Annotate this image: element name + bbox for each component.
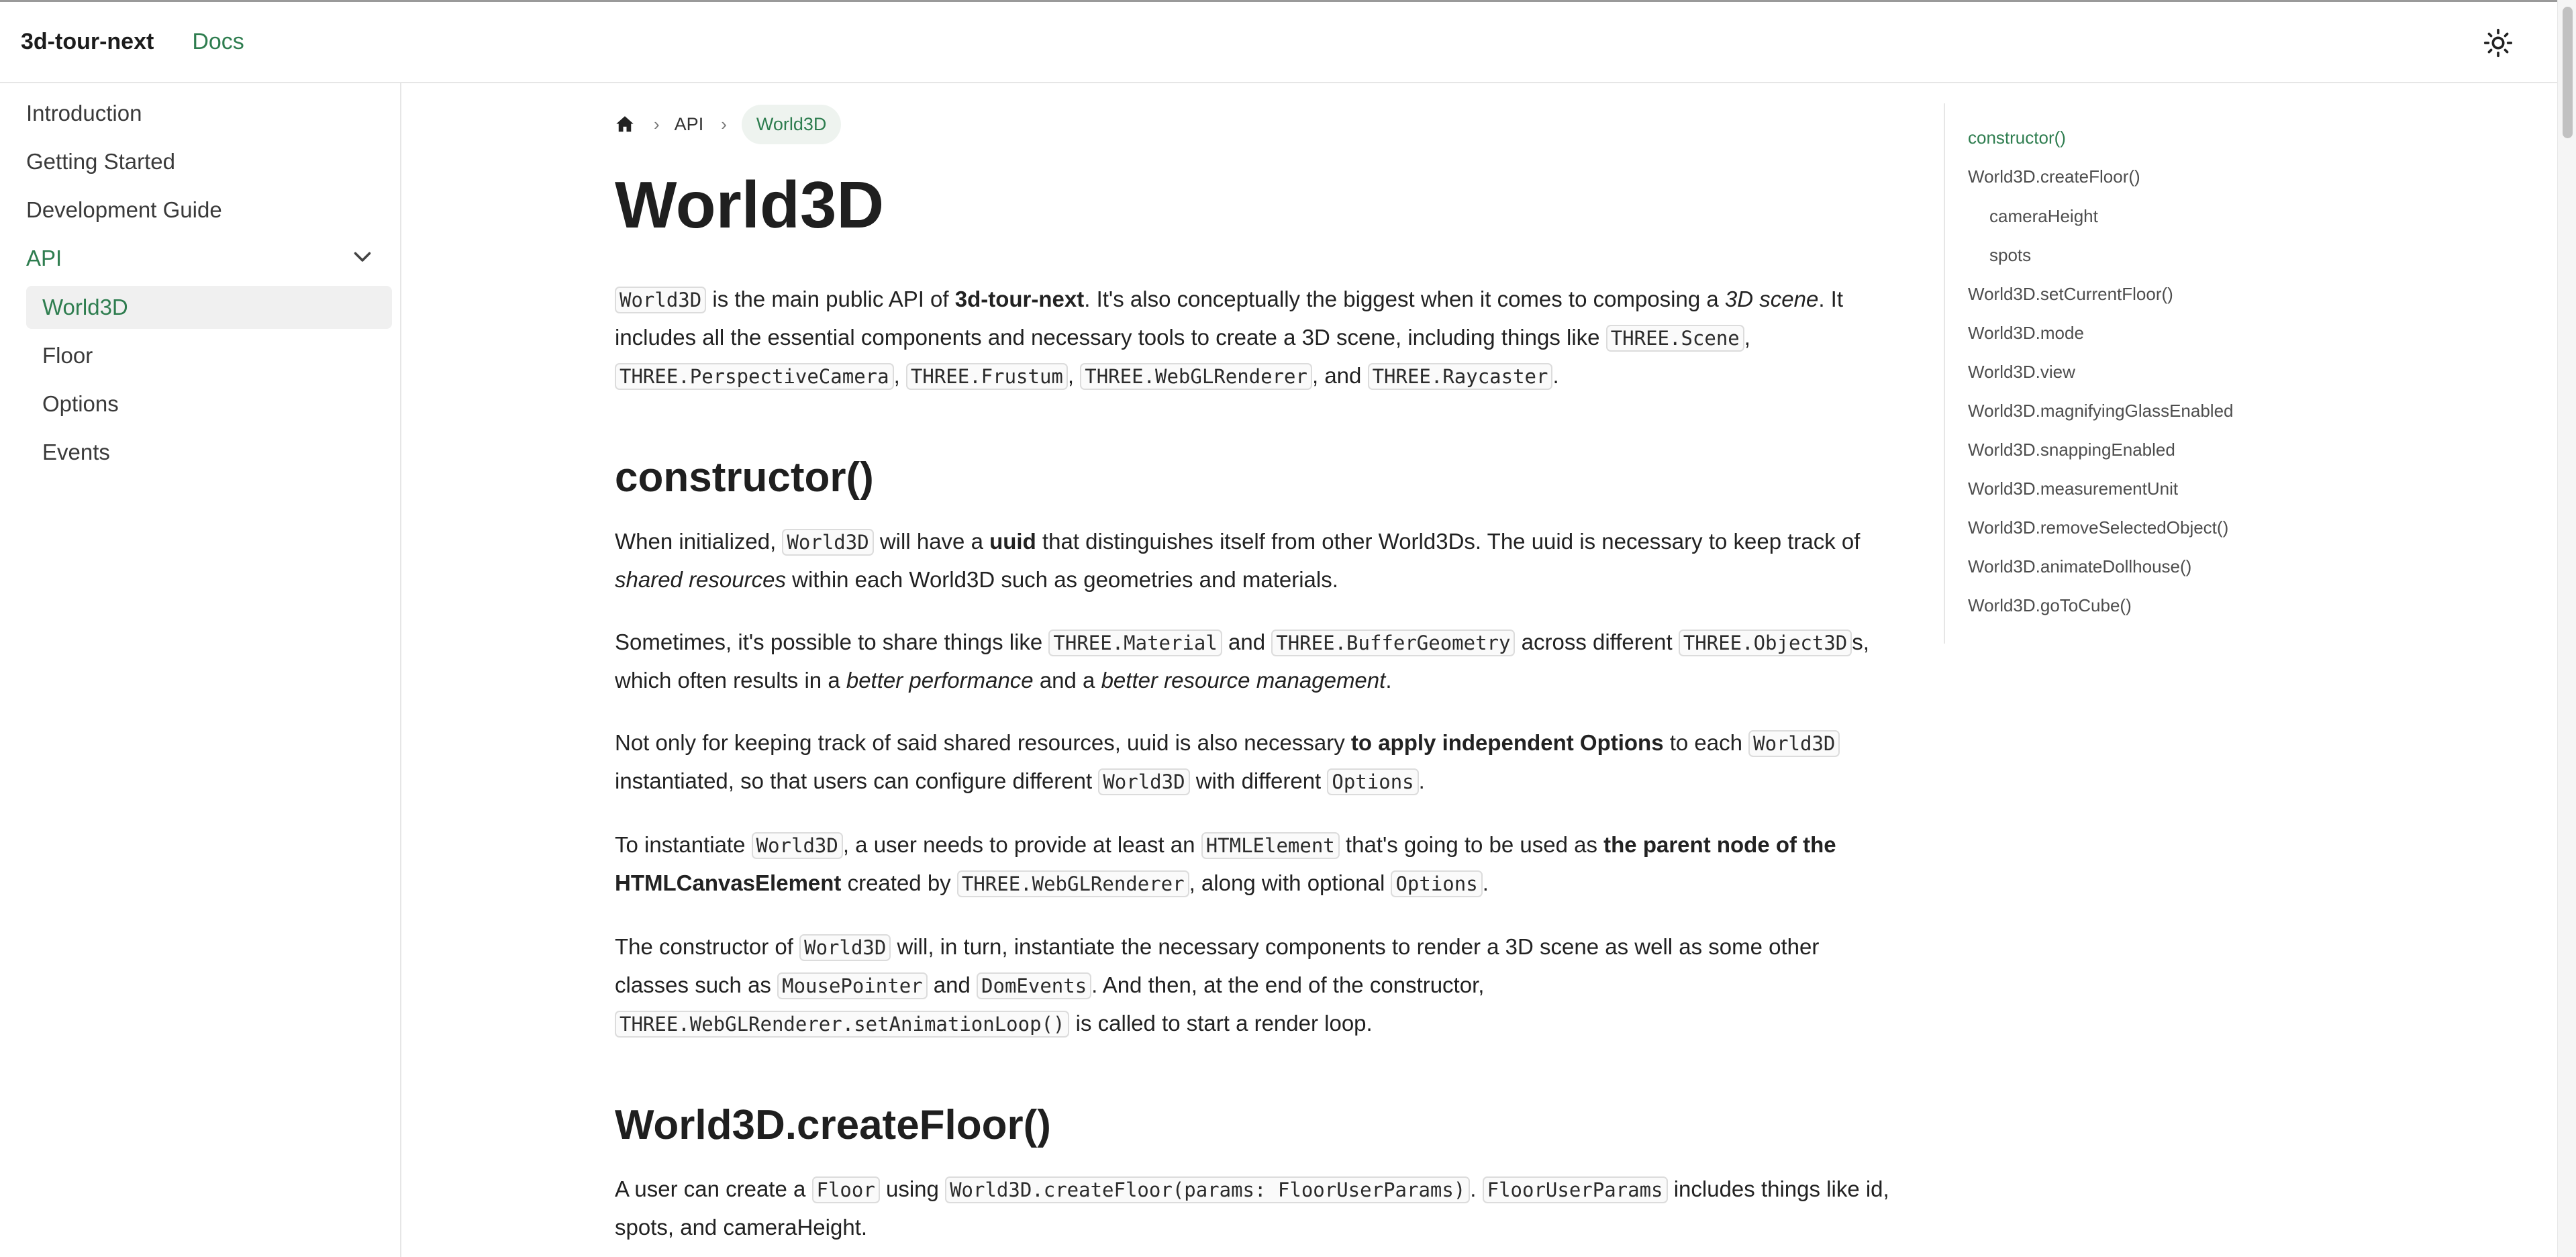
- sidebar-item-world3d[interactable]: World3D: [26, 286, 392, 329]
- text: ,: [1744, 325, 1750, 350]
- text: , a user needs to provide at least an: [842, 832, 1201, 857]
- strong-text: the parent node of the HTMLCanvasElement: [615, 832, 1836, 895]
- constructor-paragraph-4: [615, 826, 1898, 903]
- breadcrumb-separator: ›: [654, 113, 660, 134]
- inline-code: HTMLElement: [1201, 832, 1340, 859]
- inline-code: MousePointer: [777, 972, 928, 999]
- text: includes things like id, spots, and cameraHeight.: [615, 1176, 1889, 1240]
- sidebar-item-events[interactable]: Events: [42, 440, 110, 464]
- text: is the main public API of: [706, 287, 955, 311]
- em-text: 3D scene: [1724, 287, 1819, 311]
- text: ,: [1067, 363, 1081, 388]
- text: and: [1222, 630, 1272, 654]
- inline-code: World3D.createFloor(params: FloorUserParams): [945, 1176, 1470, 1203]
- text: to each: [1663, 730, 1749, 755]
- text: that distinguishes itself from other World3Ds. The uuid is necessary to keep track of: [1036, 529, 1861, 554]
- breadcrumb-api[interactable]: API: [674, 113, 704, 134]
- toc-item-go-to-cube[interactable]: World3D.goToCube(): [1968, 595, 2132, 615]
- sidebar-item-development-guide[interactable]: Development Guide: [26, 197, 222, 222]
- inline-code: Options: [1391, 870, 1482, 897]
- inline-code: THREE.PerspectiveCamera: [615, 363, 894, 390]
- inline-code: World3D: [1748, 730, 1840, 757]
- em-text: better performance: [846, 668, 1034, 693]
- inline-code: THREE.Frustum: [906, 363, 1068, 390]
- text: that's going to be used as: [1339, 832, 1604, 857]
- text: Not only for keeping track of said shared resources, uuid is also necessary: [615, 730, 1351, 755]
- inline-code: World3D: [799, 934, 891, 961]
- text: using: [879, 1176, 946, 1201]
- em-text: better resource management: [1101, 668, 1386, 693]
- text: . And then, at the end of the constructor,: [1091, 972, 1485, 997]
- text: When initialized,: [615, 529, 783, 554]
- text: The constructor of: [615, 934, 800, 959]
- inline-code: DomEvents: [977, 972, 1091, 999]
- toc-item-camera-height[interactable]: cameraHeight: [1989, 206, 2098, 226]
- inline-code: World3D: [615, 287, 706, 313]
- toc-item-set-current-floor[interactable]: World3D.setCurrentFloor(): [1968, 284, 2173, 304]
- toc-item-measurement-unit[interactable]: World3D.measurementUnit: [1968, 479, 2179, 499]
- sidebar-item-api[interactable]: API: [26, 246, 62, 270]
- sidebar-item-getting-started[interactable]: Getting Started: [26, 149, 175, 174]
- inline-code: THREE.WebGLRenderer.setAnimationLoop(): [615, 1011, 1069, 1038]
- page-scrollbar[interactable]: [2557, 0, 2576, 1257]
- inline-code: THREE.WebGLRenderer: [957, 870, 1189, 897]
- create-floor-paragraph-1: [615, 1170, 1898, 1246]
- sidebar-item-introduction[interactable]: Introduction: [26, 101, 142, 125]
- top-navbar: [0, 0, 2557, 83]
- sun-icon: [2483, 28, 2513, 58]
- toc-item-snapping-enabled[interactable]: World3D.snappingEnabled: [1968, 440, 2175, 460]
- text: . It's also conceptually the biggest when it comes to composing a: [1084, 287, 1725, 311]
- chevron-down-icon[interactable]: [350, 244, 375, 268]
- text: Sometimes, it's possible to share things like: [615, 630, 1049, 654]
- breadcrumb-separator: ›: [721, 113, 727, 134]
- scrollbar-thumb[interactable]: [2563, 7, 2573, 138]
- inline-code: THREE.Scene: [1606, 325, 1744, 352]
- inline-code: THREE.Object3D: [1679, 630, 1852, 656]
- inline-code: THREE.WebGLRenderer: [1080, 363, 1312, 390]
- text: within each World3D such as geometries and materials.: [785, 567, 1338, 592]
- text: s, which often results in a: [615, 630, 1869, 693]
- constructor-paragraph-1: [615, 523, 1898, 598]
- inline-code: THREE.Material: [1048, 630, 1222, 656]
- text: will, in turn, instantiate the necessary components to render a 3D scene as well as some other classes such as: [615, 934, 1820, 997]
- inline-code: Floor: [812, 1176, 880, 1203]
- toc-item-mode[interactable]: World3D.mode: [1968, 323, 2084, 343]
- section-heading-constructor: constructor(): [615, 454, 874, 501]
- text: and: [927, 972, 977, 997]
- toc-item-remove-selected-object[interactable]: World3D.removeSelectedObject(): [1968, 517, 2229, 538]
- text: ,: [893, 363, 906, 388]
- docs-nav-link[interactable]: Docs: [192, 29, 244, 54]
- site-brand[interactable]: 3d-tour-next: [21, 29, 154, 54]
- text: and a: [1033, 668, 1101, 693]
- text: .: [1552, 363, 1559, 388]
- inline-code: THREE.BufferGeometry: [1271, 630, 1515, 656]
- text: will have a: [873, 529, 990, 554]
- text: .: [1418, 768, 1425, 793]
- text: , and: [1311, 363, 1368, 388]
- toc-item-create-floor[interactable]: World3D.createFloor(): [1968, 166, 2140, 187]
- text: To instantiate: [615, 832, 752, 857]
- strong-text: 3d-tour-next: [954, 287, 1085, 311]
- em-text: shared resources: [615, 567, 786, 592]
- text: with different: [1189, 768, 1328, 793]
- table-of-contents: [1944, 103, 2279, 644]
- constructor-paragraph-5: [615, 928, 1898, 1043]
- text: .: [1470, 1176, 1483, 1201]
- text: A user can create a: [615, 1176, 812, 1201]
- breadcrumb: [615, 103, 841, 145]
- text: created by: [841, 870, 957, 895]
- strong-text: to apply independent Options: [1350, 730, 1664, 755]
- toc-item-spots[interactable]: spots: [1989, 245, 2032, 265]
- inline-code: World3D: [782, 529, 873, 556]
- section-heading-create-floor: World3D.createFloor(): [615, 1102, 1051, 1148]
- constructor-paragraph-3: [615, 724, 1898, 801]
- intro-paragraph: [615, 281, 1898, 395]
- article-content: [615, 154, 1898, 1246]
- page-title: World3D: [615, 168, 885, 242]
- constructor-paragraph-2: [615, 623, 1898, 699]
- inline-code: World3D: [1098, 768, 1189, 795]
- theme-toggle-button[interactable]: [2480, 25, 2516, 61]
- sidebar-item-options[interactable]: Options: [42, 391, 119, 416]
- toc-item-magnifying-glass-enabled[interactable]: World3D.magnifyingGlassEnabled: [1968, 401, 2234, 421]
- text: .: [1482, 870, 1489, 895]
- text: instantiated, so that users can configure different: [615, 768, 1099, 793]
- breadcrumb-current: World3D: [742, 105, 842, 144]
- text: , along with optional: [1189, 870, 1391, 895]
- home-icon: [615, 114, 635, 134]
- toc-item-animate-dollhouse[interactable]: World3D.animateDollhouse(): [1968, 556, 2192, 576]
- sidebar-item-floor[interactable]: Floor: [42, 343, 93, 368]
- sidebar-nav: [0, 83, 401, 1257]
- inline-code: FloorUserParams: [1483, 1176, 1668, 1203]
- text: is called to start a render loop.: [1069, 1011, 1373, 1036]
- breadcrumb-home[interactable]: [615, 113, 636, 135]
- text: . It includes all the essential components and necessary tools to create a 3D scene, including things like: [615, 287, 1844, 350]
- inline-code: Options: [1327, 768, 1418, 795]
- strong-text: uuid: [989, 529, 1036, 554]
- text: .: [1385, 668, 1392, 693]
- text: across different: [1515, 630, 1679, 654]
- inline-code: THREE.Raycaster: [1368, 363, 1553, 390]
- inline-code: World3D: [752, 832, 843, 859]
- toc-item-view[interactable]: World3D.view: [1968, 362, 2075, 382]
- toc-item-constructor[interactable]: constructor(): [1968, 128, 2066, 148]
